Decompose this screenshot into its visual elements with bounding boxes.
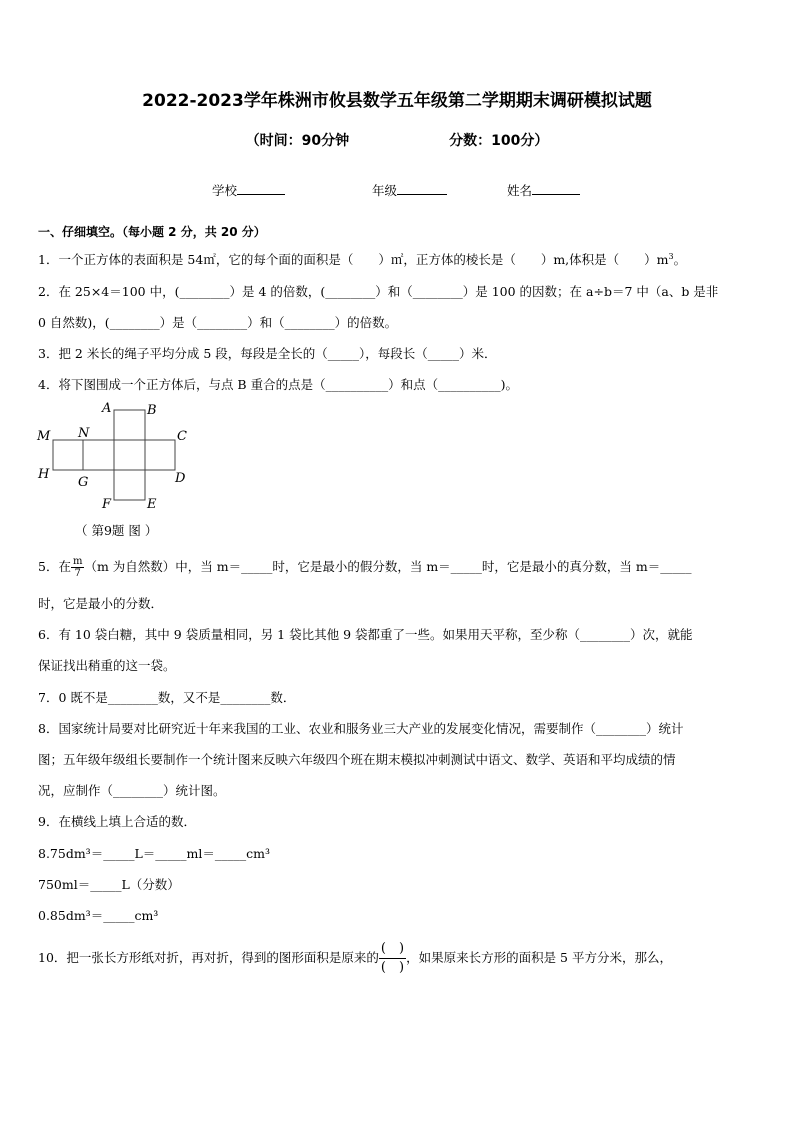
name-blank[interactable] — [532, 182, 580, 195]
point-label-n: N — [78, 426, 90, 441]
grade-blank[interactable] — [397, 182, 447, 195]
net-face-bottom — [114, 470, 145, 500]
question-6-line-1: 6．有 10 袋白糖，其中 9 袋质量相同，另 1 袋比其他 9 袋都重了一些。如果用天平称，至少称（________）次，就能 — [38, 627, 693, 642]
question-5-line-1 — [38, 556, 692, 579]
name-field — [507, 181, 580, 199]
question-2-line-2: 0 自然数)，(________）是（________）和（________）的倍数。 — [38, 315, 398, 330]
school-field — [212, 181, 285, 199]
point-label-c: C — [177, 429, 187, 444]
cube-net-figure — [34, 396, 214, 521]
q1-end: 。 — [673, 252, 687, 267]
grade-field — [372, 181, 447, 199]
exam-score: 分数：100分） — [449, 133, 549, 149]
q10-numerator[interactable]: ( ) — [379, 940, 406, 959]
point-label-a: A — [102, 401, 112, 416]
question-8-line-2: 图；五年级年级组长要制作一个统计图来反映六年级四个班在期末模拟冲刺测试中语文、数学、英语和平均成绩的情 — [38, 752, 676, 767]
point-label-d: D — [175, 471, 186, 486]
question-7: 7．0 既不是________数，又不是________数． — [38, 690, 296, 705]
question-1 — [38, 250, 686, 268]
net-face-2 — [83, 440, 114, 470]
figure-caption: （ 第9题 图 ） — [75, 523, 158, 538]
school-label: 学校 — [212, 183, 238, 198]
point-label-h: H — [38, 467, 50, 482]
question-6-line-2: 保证找出稍重的这一袋。 — [38, 658, 176, 673]
point-label-m: M — [37, 429, 51, 444]
question-8-line-3: 况，应制作（________）统计图。 — [38, 783, 226, 798]
point-label-b: B — [147, 403, 157, 418]
exam-time: （时间：90分钟 — [245, 133, 350, 149]
q10-denominator[interactable]: ( ) — [380, 960, 405, 975]
q5-pre: 5．在 — [38, 559, 71, 574]
question-9-b: 750ml＝_____L（分数） — [38, 877, 180, 892]
question-8-line-1: 8．国家统计局要对比研究近十年来我国的工业、农业和服务业三大产业的发展变化情况，需要制作（________）统计 — [38, 721, 684, 736]
net-face-1 — [53, 440, 83, 470]
question-4: 4．将下图围成一个正方体后，与点 B 重合的点是（__________）和点（__________)。 — [38, 377, 518, 392]
question-10 — [38, 940, 672, 977]
q5-denominator: 7 — [74, 568, 81, 579]
question-2-line-1: 2．在 25×4＝100 中，(________）是 4 的倍数，(________）和（________）是 100 的因数；在 a÷b＝7 中（a、b 是非 — [38, 284, 719, 299]
point-label-f: F — [102, 497, 112, 512]
question-9-c: 0.85dm³＝_____cm³ — [38, 908, 159, 923]
q1-sup: 3 — [668, 251, 674, 261]
question-5-line-2: 时，它是最小的分数． — [38, 596, 164, 611]
q5-numerator: m — [72, 556, 83, 567]
section-heading: 一、仔细填空。（每小题 2 分，共 20 分） — [38, 225, 266, 239]
q10-post: ，如果原来长方形的面积是 5 平方分米，那么， — [406, 950, 672, 965]
net-face-3 — [114, 440, 145, 470]
question-9-a: 8.75dm³＝_____L＝_____ml＝_____cm³ — [38, 846, 270, 861]
school-blank[interactable] — [237, 182, 285, 195]
exam-title: 2022-2023学年株洲市攸县数学五年级第二学期期末调研模拟试题 — [142, 91, 652, 111]
q5-text: （m 为自然数）中，当 m＝_____时，它是最小的假分数，当 m＝_____时，它是最小的真分数，当 m＝_____ — [84, 559, 692, 574]
point-label-e: E — [147, 497, 157, 512]
point-label-g: G — [78, 475, 89, 490]
q5-fraction — [71, 556, 84, 579]
grade-label: 年级 — [372, 183, 398, 198]
net-face-4 — [145, 440, 175, 470]
net-face-top — [114, 410, 145, 440]
q1-text: 1．一个正方体的表面积是 54㎡，它的每个面的面积是（ ）㎡，正方体的棱长是（ ）m,体积是（ ）m — [38, 252, 669, 267]
q10-pre: 10．把一张长方形纸对折，再对折，得到的图形面积是原来的 — [38, 950, 379, 965]
question-3: 3．把 2 米长的绳子平均分成 5 段，每段是全长的（_____），每段长（_____）米． — [38, 346, 497, 361]
question-9-intro: 9．在横线上填上合适的数． — [38, 814, 196, 829]
q10-fraction — [379, 940, 406, 977]
exam-subtitle — [0, 130, 794, 150]
name-label: 姓名 — [507, 183, 533, 198]
